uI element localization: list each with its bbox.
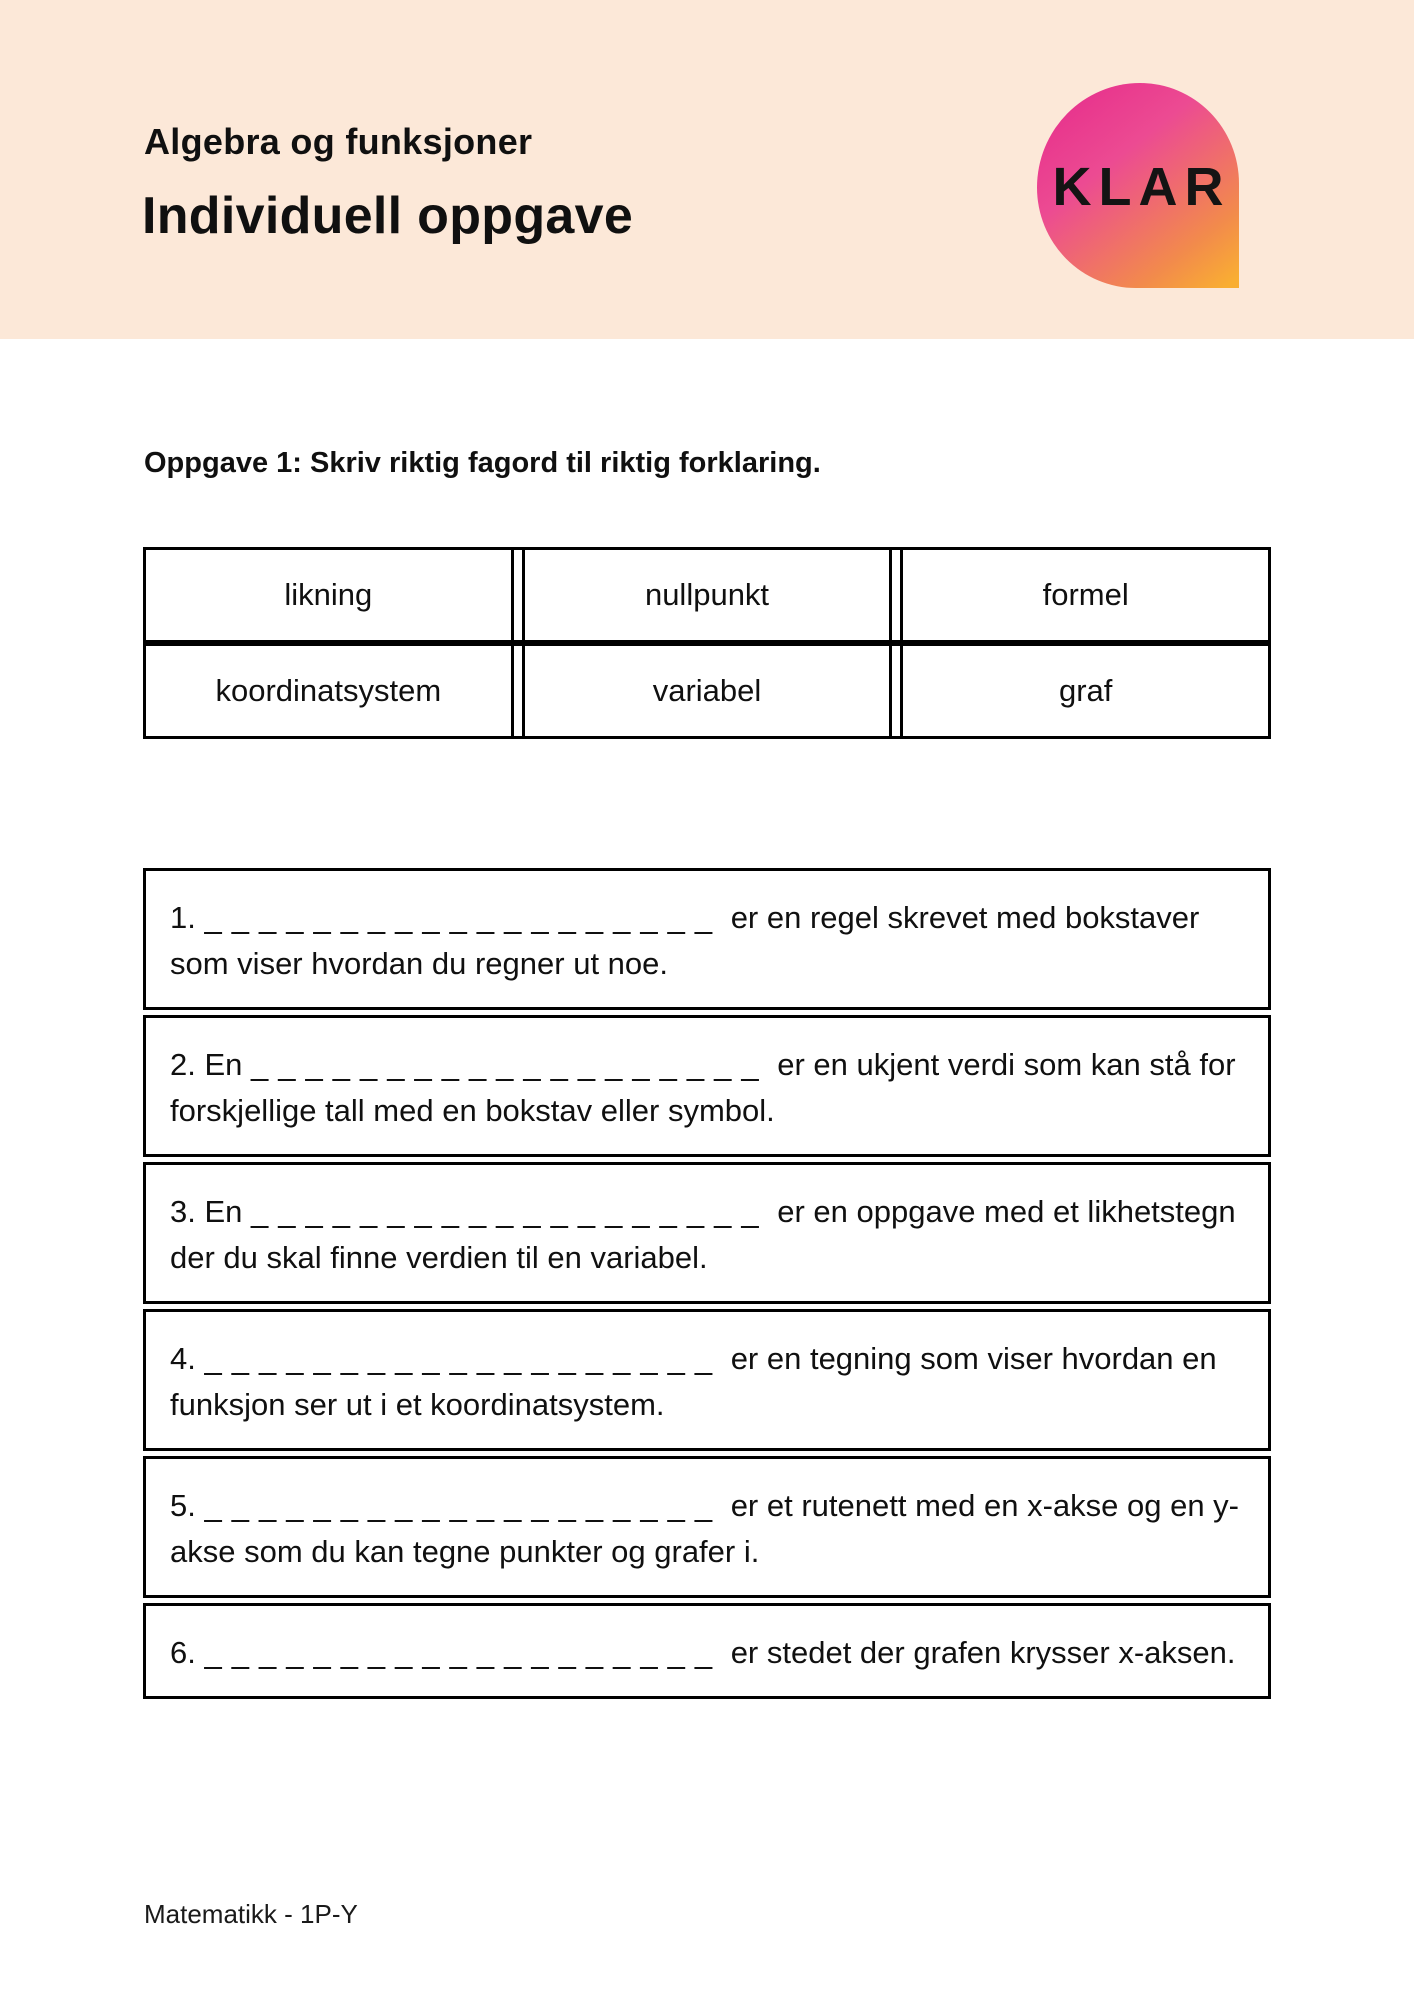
word-bank-cell: formel xyxy=(900,550,1271,640)
answer-blank: ___________________ xyxy=(251,1194,769,1229)
question-text: er stedet der grafen krysser x-aksen. xyxy=(730,1635,1236,1670)
question-text: er en ukjent verdi som kan stå for forskjellige tall med en bokstav eller symbol. xyxy=(170,1047,1236,1128)
word-bank-cell: variabel xyxy=(522,646,893,736)
task-heading: Oppgave 1: Skriv riktig fagord til riktig forklaring. xyxy=(144,447,821,479)
answer-blank: ___________________ xyxy=(251,1047,769,1082)
answer-blank: ___________________ xyxy=(204,900,723,935)
word-bank-cell: koordinatsystem xyxy=(143,646,514,736)
question-number: 1. xyxy=(170,900,196,935)
question-text: er en oppgave med et likhetstegn der du skal finne verdien til en variabel. xyxy=(170,1194,1236,1275)
question-number: 2. En xyxy=(170,1047,243,1082)
footer-text: Matematikk - 1P-Y xyxy=(144,1899,358,1929)
answer-blank: ___________________ xyxy=(204,1341,723,1376)
question-box xyxy=(143,1309,1271,1451)
course-title: Algebra og funksjoner xyxy=(144,121,533,162)
question-box xyxy=(143,1603,1271,1699)
word-bank-row xyxy=(143,643,1271,739)
question-box xyxy=(143,1456,1271,1598)
word-bank-cell: nullpunkt xyxy=(522,550,893,640)
answer-blank: ___________________ xyxy=(204,1635,723,1670)
page-title: Individuell oppgave xyxy=(142,187,634,245)
word-bank-cell: likning xyxy=(143,550,514,640)
question-text: er en tegning som viser hvordan en funksjon ser ut i et koordinatsystem. xyxy=(170,1341,1217,1422)
question-box xyxy=(143,1162,1271,1304)
question-box xyxy=(143,868,1271,1010)
question-box xyxy=(143,1015,1271,1157)
question-number: 5. xyxy=(170,1488,196,1523)
klar-logo xyxy=(1037,83,1239,288)
klar-logo-text: KLAR xyxy=(1052,156,1231,217)
answer-blank: ___________________ xyxy=(204,1488,723,1523)
question-number: 4. xyxy=(170,1341,196,1376)
question-text: er en regel skrevet med bokstaver som viser hvordan du regner ut noe. xyxy=(170,900,1200,981)
questions-list xyxy=(143,868,1271,1704)
word-bank-table xyxy=(143,547,1271,739)
question-text: er et rutenett med en x-akse og en y-akse som du kan tegne punkter og grafer i. xyxy=(170,1488,1240,1569)
word-bank-cell: graf xyxy=(900,646,1271,736)
word-bank-row xyxy=(143,547,1271,643)
question-number: 6. xyxy=(170,1635,196,1670)
question-number: 3. En xyxy=(170,1194,243,1229)
header-band xyxy=(0,0,1414,339)
